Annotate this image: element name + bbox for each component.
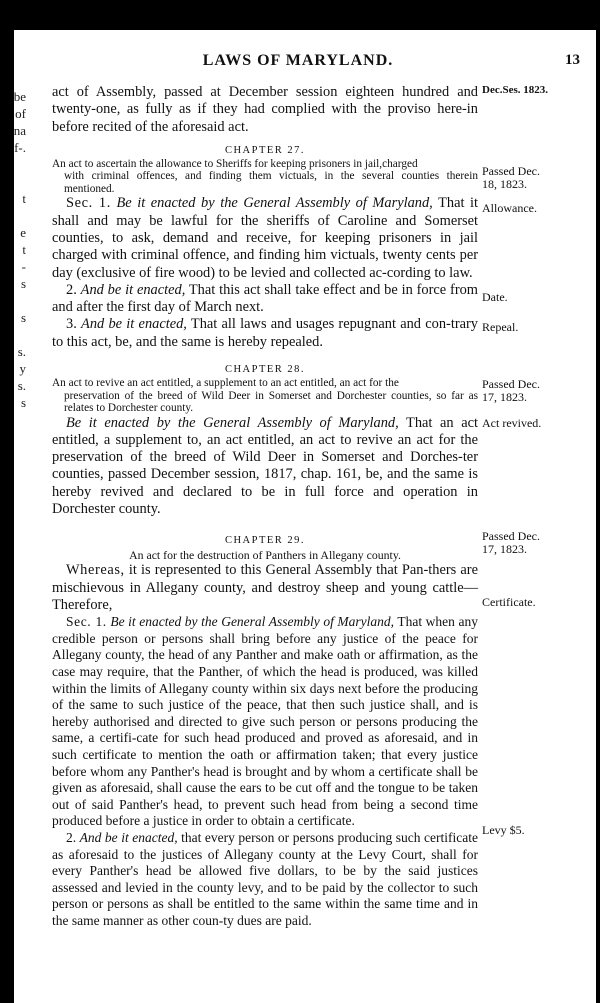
- fragment-line: [0, 207, 26, 224]
- chapter-29-section-2: [52, 830, 478, 930]
- scan-top-border: [0, 0, 600, 30]
- fragment-line: s: [20, 395, 26, 410]
- margin-note-line: Passed Dec.: [482, 377, 540, 391]
- enacting-clause: Be it enacted by the General Assembly of Maryland,: [116, 195, 433, 212]
- margin-note-line: 17, 1823.: [482, 542, 527, 556]
- fragment-line: s: [20, 310, 26, 325]
- margin-note-act-revived: Act revived.: [482, 416, 542, 430]
- enacting-clause: And be it enacted,: [81, 316, 187, 333]
- section-text: That when any credible person or persons shall bring before any justice of the peace for Allegany county, the head of any Panther and make oath or affirmation, as the case may require, that the Panther, of which the head is produced, was killed within the limits of Allegany county within six days next before the producing of the same to such justice of the peace, that then such justice shall, and is hereby authorised and directed to give such person or persons producing the same, a certifi-cate for such head produced and proved as aforesaid, and in such certificate to mention the oath or affirmation taken; that every justice before whom any Panther's head is brought and by whom a certificate shall be given as aforesaid, shall cause the ears to be cut off and the tongue to be taken out of said Panther's head, to prevent such head from being a second time produced before a justice in order to obtain a certificate.: [52, 614, 478, 829]
- margin-note-passed-29: [482, 530, 594, 556]
- chapter-27-title: [52, 158, 478, 196]
- fragment-line: s.: [17, 378, 26, 393]
- margin-note-passed-28: [482, 378, 594, 404]
- section-label: Sec. 1.: [66, 614, 107, 630]
- fragment-line: of: [15, 106, 26, 121]
- enacting-clause: And be it enacted,: [79, 829, 178, 845]
- chapter-27-section-1: [52, 195, 478, 281]
- section-label: 2.: [66, 281, 77, 298]
- page-number: 13: [565, 52, 580, 68]
- fragment-line: [0, 292, 26, 309]
- chapter-29-title: An act for the destruction of Panthers in Allegany county.: [129, 548, 401, 563]
- enacting-clause: Be it enacted by the General Assembly of Maryland,: [110, 614, 395, 630]
- section-text: it is represented to this General Assembly that Pan-thers are mischievous in Allegany county, and destroy sheep and young cattle—Therefore,: [52, 562, 478, 613]
- margin-note-certificate: Certificate.: [482, 595, 536, 609]
- margin-note-passed-27: [482, 165, 594, 191]
- chapter-title-line: An act to ascertain the allowance to Sheriffs for keeping prisoners in jail,charged: [52, 157, 418, 170]
- margin-note-line: Passed Dec.: [482, 529, 540, 543]
- enacting-clause: And be it enacted,: [80, 281, 186, 298]
- margin-note-line: 18, 1823.: [482, 177, 527, 191]
- fragment-line: be: [13, 89, 26, 104]
- fragment-line: na: [13, 123, 26, 138]
- intro-paragraph: act of Assembly, passed at December session eighteen hundred and twenty-one, as fully as if they had complied with the proviso here-in before recited of the aforesaid act.: [52, 84, 478, 135]
- margin-note-levy: Levy $5.: [482, 823, 525, 837]
- fragment-line: y: [19, 361, 26, 376]
- margin-note-date: Date.: [482, 290, 508, 304]
- margin-note-line: Passed Dec.: [482, 164, 540, 178]
- previous-page-fragment: [0, 88, 26, 411]
- fragment-line: e: [20, 225, 26, 240]
- section-label: 2.: [66, 829, 77, 845]
- fragment-line: -: [21, 259, 26, 274]
- chapter-28-body: [52, 415, 478, 519]
- chapter-29-whereas: [52, 562, 478, 614]
- main-text-column: [52, 84, 478, 930]
- margin-note-line: 17, 1823.: [482, 390, 527, 404]
- chapter-28-heading: CHAPTER 28.: [224, 364, 306, 376]
- section-text: That this act shall take effect and be in force from and after the first day of March next.: [52, 281, 478, 316]
- enacting-clause: Be it enacted by the General Assembly of Maryland,: [66, 414, 399, 431]
- margin-note-repeal: Repeal.: [482, 320, 519, 334]
- margin-note-allowance: Allowance.: [482, 201, 537, 215]
- chapter-title-line: An act to revive an act entitled, a supplement to an act entitled, an act for the: [52, 377, 399, 390]
- margin-note-session: Dec.Ses. 1823.: [482, 84, 548, 96]
- section-label: 3.: [66, 316, 77, 333]
- running-title: LAWS OF MARYLAND.: [202, 52, 394, 69]
- chapter-title-continuation: preservation of the breed of Wild Deer in Somerset and Dorchester counties, so far as relates to Dorchester county.: [64, 389, 478, 415]
- chapter-28-title: [52, 377, 478, 415]
- chapter-title-continuation: with criminal offences, and finding them victuals, in the several counties therein mentioned.: [64, 170, 478, 195]
- fragment-line: [0, 156, 26, 173]
- section-label: Sec. 1.: [66, 195, 111, 212]
- chapter-27-section-3: [52, 316, 478, 351]
- chapter-27-heading: CHAPTER 27.: [224, 144, 306, 156]
- page-header: [60, 52, 580, 74]
- section-text: that every person or persons producing such certificate as aforesaid to the justices of Allegany county at the Levy Court, shall for every Panther's head be allowed five dollars, to be by the said justices assessed and levied in the county levy, and to be paid by the collector to such person or persons as shall be entitled to the same within the same time and in the same manner as other coun-ty dues are paid.: [52, 829, 478, 928]
- fragment-line: t: [22, 242, 26, 257]
- chapter-29-section-1: [52, 614, 478, 830]
- scan-right-border: [596, 0, 600, 1003]
- fragment-line: s.: [17, 344, 26, 359]
- fragment-line: f-.: [14, 140, 26, 155]
- fragment-line: [0, 173, 26, 190]
- fragment-line: s: [20, 276, 26, 291]
- section-text: That an act entitled, a supplement to, an act entitled, an act to revive an act for the preservation of the breed of Wild Deer in Somerset and Dorches-ter counties, passed December session, 1817, chap. 161, be, and the same is hereby revived and declared to be in full force and operation in Dorchester county.: [52, 414, 478, 518]
- chapter-29-heading: CHAPTER 29.: [224, 535, 306, 547]
- section-text: That all laws and usages repugnant and con-trary to this act, be, and the same is hereby repealed.: [52, 316, 478, 350]
- fragment-line: [0, 326, 26, 343]
- fragment-line: t: [22, 191, 26, 206]
- section-text: That it shall and may be lawful for the sheriffs of Caroline and Somerset counties, to ask, demand and receive, for keeping prisoners in jail charged with criminal offence, and finding him victuals, twenty cents per day (exclusive of fire wood) to be levied and collected ac-cording to law.: [52, 195, 478, 281]
- chapter-27-section-2: [52, 282, 478, 317]
- whereas-label: Whereas,: [66, 562, 125, 579]
